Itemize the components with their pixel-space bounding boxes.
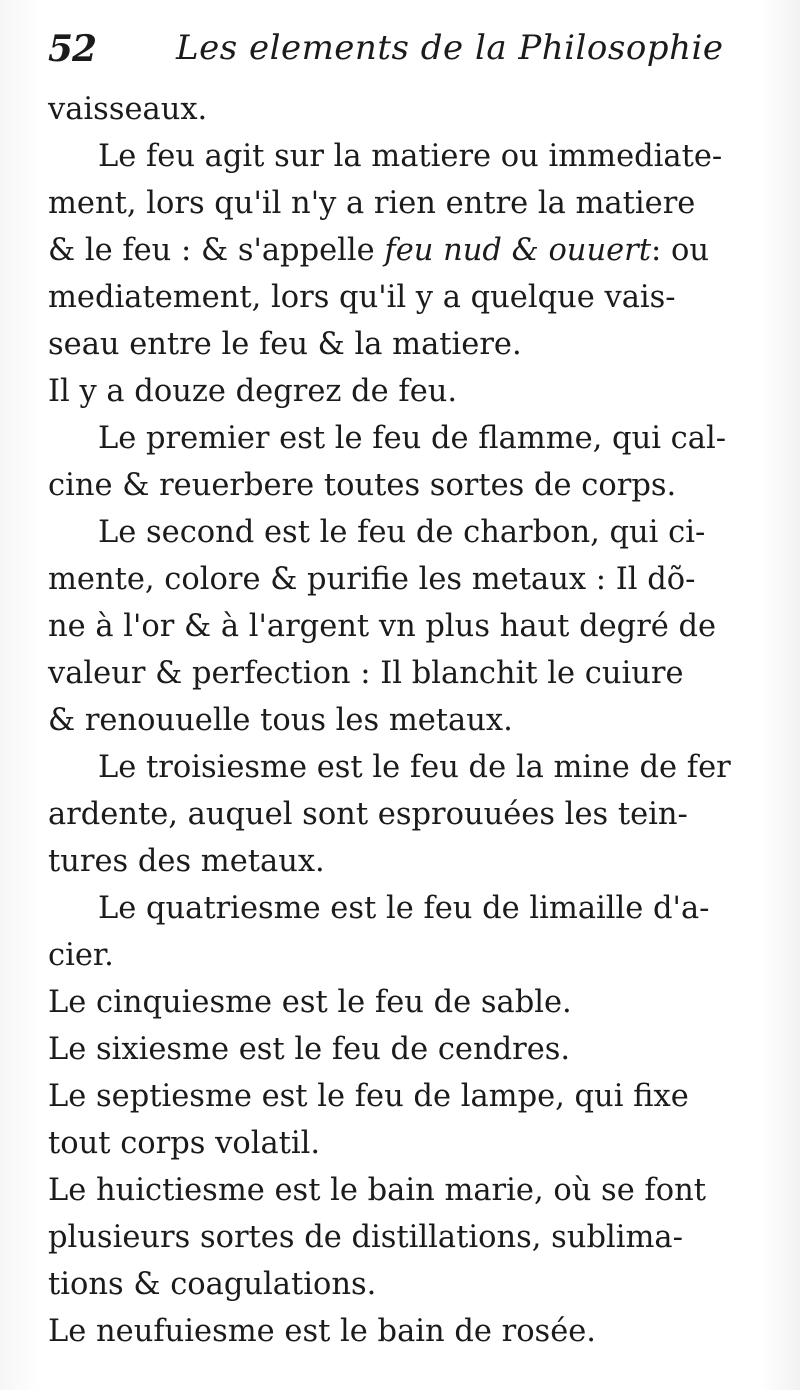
text-line: Le feu agit sur la matiere ou immediate- [98, 139, 723, 174]
text-line: Le cinquiesme est le feu de sable. [48, 985, 572, 1020]
text-line: ardente, auquel sont esprouuées les tein- [48, 797, 688, 832]
text-line [48, 227, 768, 274]
text-line: Le septiesme est le feu de lampe, qui fixe [48, 1079, 689, 1114]
body-text [48, 86, 768, 1355]
text-line: ne à l'or & à l'argent vn plus haut degré de [48, 609, 717, 644]
text-span: & le feu : & s'appelle [48, 233, 375, 268]
text-line: ment, lors qu'il n'y a rien entre la matiere [48, 186, 696, 221]
running-title: Les elements de la Philosophie [176, 28, 724, 68]
text-line: vaisseaux. [48, 92, 208, 127]
text-line: mediatement, lors qu'il y a quelque vais- [48, 280, 676, 315]
text-line: plusieurs sortes de distillations, sublima- [48, 1220, 683, 1255]
text-span: : ou [650, 233, 709, 268]
text-line: Le huictiesme est le bain marie, où se font [48, 1173, 706, 1208]
text-line: tout corps volatil. [48, 1126, 321, 1161]
page-header [48, 20, 768, 80]
text-line: Le sixiesme est le feu de cendres. [48, 1032, 571, 1067]
page-number: 52 [48, 28, 97, 70]
text-line: valeur & perfection : Il blanchit le cuiure [48, 656, 684, 691]
text-line: Il y a douze degrez de feu. [48, 374, 458, 409]
italic-term: feu nud & ouuert [384, 233, 651, 268]
text-line: Le premier est le feu de flamme, qui cal- [98, 421, 727, 456]
text-line: Le neufuiesme est le bain de rosée. [48, 1314, 597, 1349]
text-line: mente, colore & purifie les metaux : Il dõ- [48, 562, 696, 597]
text-line: cier. [48, 938, 114, 973]
text-line: Le quatriesme est le feu de limaille d'a- [98, 891, 710, 926]
text-line: seau entre le feu & la matiere. [48, 327, 522, 362]
text-line: tures des metaux. [48, 844, 325, 879]
text-line: & renouuelle tous les metaux. [48, 703, 513, 738]
text-line: cine & reuerbere toutes sortes de corps. [48, 468, 677, 503]
text-line: Le second est le feu de charbon, qui ci- [98, 515, 706, 550]
text-line: Le troisiesme est le feu de la mine de fer [98, 750, 731, 785]
text-line: tions & coagulations. [48, 1267, 377, 1302]
